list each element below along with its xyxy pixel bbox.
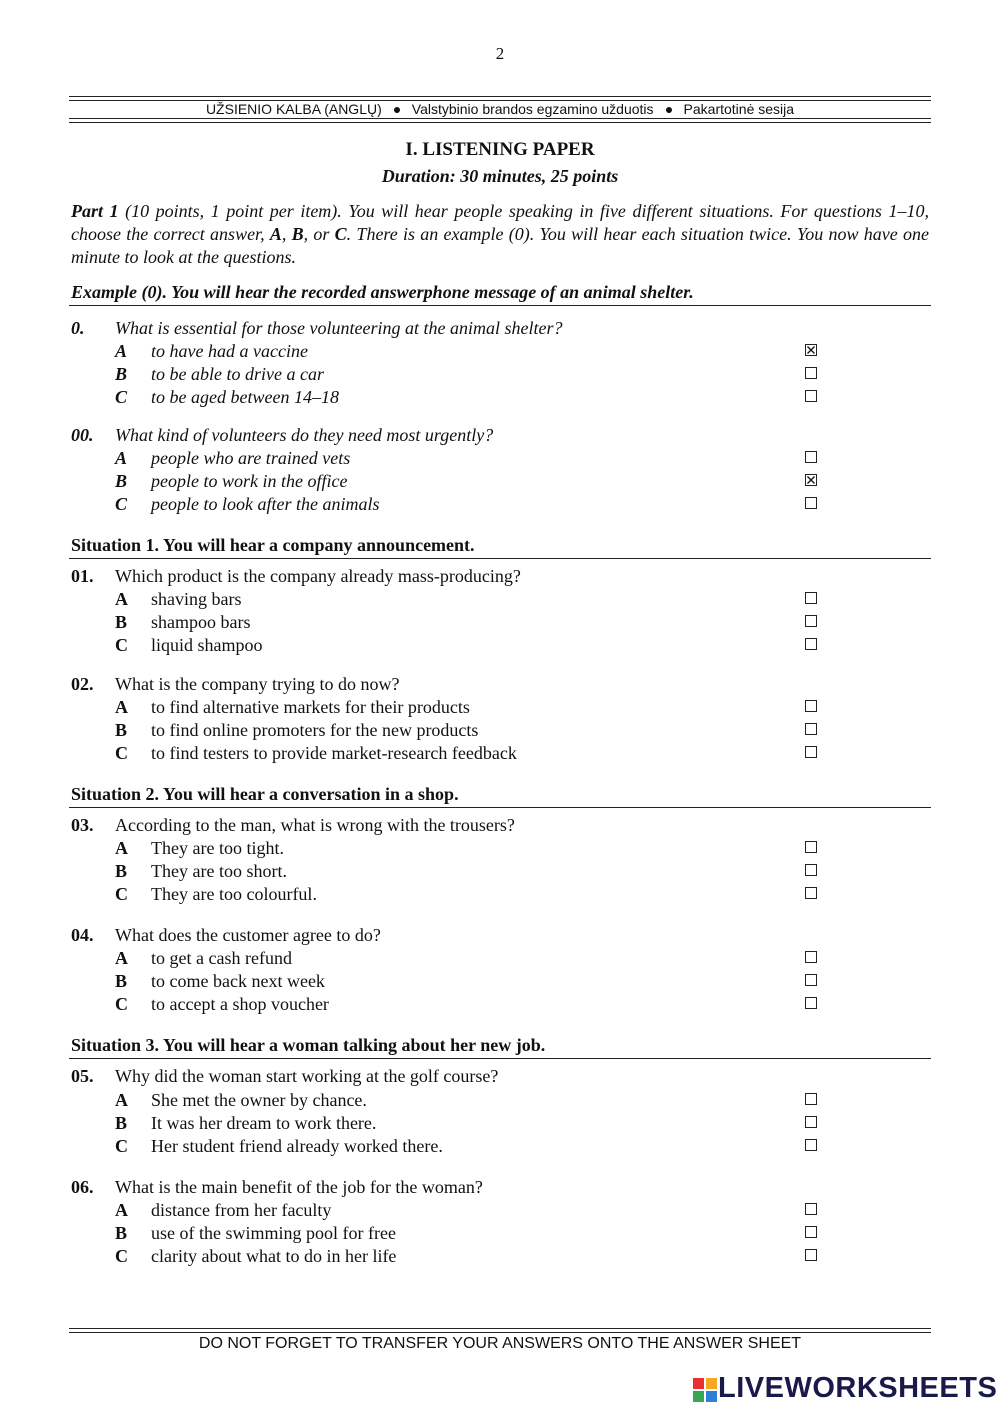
option-letter: C: [115, 1246, 128, 1266]
situation-1-heading: Situation 1. You will hear a company announcement.: [71, 535, 475, 555]
section-rule: [69, 558, 931, 559]
option-text: use of the swimming pool for free: [151, 1223, 396, 1243]
instructions-text: . There is an example (0). You will hear each situation twice. You now have one minute to look at the questions.: [71, 224, 929, 267]
option-letter: C: [115, 387, 128, 407]
checkbox[interactable]: [805, 367, 817, 379]
liveworksheets-logo-icon: [692, 1377, 718, 1403]
instructions-sep: , or: [303, 224, 335, 244]
option-text: They are too short.: [151, 861, 287, 881]
checkbox[interactable]: [805, 864, 817, 876]
part-label: Part 1: [71, 201, 119, 221]
option-letter: B: [115, 971, 128, 991]
option-a: [115, 697, 875, 720]
option-b: [115, 1113, 875, 1136]
option-c: [115, 1136, 875, 1159]
checkbox[interactable]: [805, 638, 817, 650]
option-b: [115, 364, 875, 387]
option-b: [115, 1223, 875, 1246]
option-letter: C: [115, 994, 128, 1014]
question-number: 03.: [71, 815, 94, 835]
checkbox[interactable]: [805, 1203, 817, 1215]
question-text: According to the man, what is wrong with the trousers?: [115, 815, 515, 835]
part-instructions: [71, 200, 929, 269]
option-letter: A: [115, 589, 128, 609]
header-exam-type: Valstybinio brandos egzamino užduotis: [411, 101, 654, 117]
letter-c: C: [334, 224, 347, 244]
question-text: Why did the woman start working at the golf course?: [115, 1066, 499, 1086]
option-letter: B: [115, 1113, 128, 1133]
checkbox[interactable]: [805, 1249, 817, 1261]
option-text: shaving bars: [151, 589, 242, 609]
option-c: [115, 635, 875, 658]
question-text: What does the customer agree to do?: [115, 925, 381, 945]
option-letter: B: [115, 364, 128, 384]
option-a: [115, 589, 875, 612]
checkbox[interactable]: [805, 390, 817, 402]
paper-title: I. LISTENING PAPER: [405, 139, 595, 160]
option-letter: A: [115, 448, 128, 468]
checkbox[interactable]: [805, 951, 817, 963]
option-text: people who are trained vets: [151, 448, 351, 468]
option-b: [115, 861, 875, 884]
question-number: 04.: [71, 925, 94, 945]
option-letter: A: [115, 948, 128, 968]
option-letter: B: [115, 1223, 128, 1243]
option-c: [115, 494, 875, 517]
bullet-icon: [666, 107, 672, 113]
option-text: They are too colourful.: [151, 884, 317, 904]
section-rule: [69, 305, 931, 306]
checked-box-icon[interactable]: [805, 344, 817, 356]
option-text: to be aged between 14–18: [151, 387, 339, 407]
option-c: [115, 994, 875, 1017]
logo-text: LIVEWORKSHEETS: [718, 1372, 998, 1404]
option-letter: B: [115, 861, 128, 881]
option-letter: A: [115, 697, 128, 717]
exam-header: [69, 101, 931, 117]
option-c: [115, 884, 875, 907]
option-letter: C: [115, 494, 128, 514]
letter-b: B: [291, 224, 304, 244]
question-text: What is the company trying to do now?: [115, 674, 400, 694]
checked-box-icon[interactable]: [805, 474, 817, 486]
header-subject: UŽSIENIO KALBA (ANGLŲ): [205, 101, 382, 117]
instructions-text: (10 points, 1 point per item). You will hear people speaking in five different situations. For questions 1–10, choose the correct answer,: [71, 201, 929, 244]
question-number: 00.: [71, 425, 94, 445]
checkbox[interactable]: [805, 746, 817, 758]
checkbox[interactable]: [805, 997, 817, 1009]
paper-duration: Duration: 30 minutes, 25 points: [381, 166, 619, 186]
checkbox[interactable]: [805, 1116, 817, 1128]
option-letter: B: [115, 720, 128, 740]
example-heading: Example (0). You will hear the recorded answerphone message of an animal shelter.: [71, 282, 694, 302]
option-text: Her student friend already worked there.: [151, 1136, 443, 1156]
checkbox[interactable]: [805, 974, 817, 986]
option-text: to find online promoters for the new products: [151, 720, 479, 740]
checkbox[interactable]: [805, 887, 817, 899]
option-b: [115, 612, 875, 635]
instructions-sep: ,: [281, 224, 292, 244]
footer-reminder: DO NOT FORGET TO TRANSFER YOUR ANSWERS ONTO THE ANSWER SHEET: [198, 1335, 802, 1352]
option-letter: A: [115, 1090, 128, 1110]
checkbox[interactable]: [805, 841, 817, 853]
option-a: [115, 1200, 875, 1223]
checkbox[interactable]: [805, 723, 817, 735]
checkbox[interactable]: [805, 615, 817, 627]
question-text: Which product is the company already mass-producing?: [115, 566, 521, 586]
option-letter: C: [115, 743, 128, 763]
option-text: people to work in the office: [151, 471, 348, 491]
question-number: 05.: [71, 1066, 94, 1086]
option-text: She met the owner by chance.: [151, 1090, 367, 1110]
option-c: [115, 1246, 875, 1269]
checkbox[interactable]: [805, 700, 817, 712]
option-text: liquid shampoo: [151, 635, 263, 655]
question-text: What kind of volunteers do they need most urgently?: [115, 425, 494, 445]
option-letter: C: [115, 884, 128, 904]
situation-2-heading: Situation 2. You will hear a conversation in a shop.: [71, 784, 459, 804]
option-text: They are too tight.: [151, 838, 284, 858]
option-text: to accept a shop voucher: [151, 994, 329, 1014]
option-text: to get a cash refund: [151, 948, 292, 968]
checkbox[interactable]: [805, 592, 817, 604]
checkbox[interactable]: [805, 1139, 817, 1151]
option-text: to have had a vaccine: [151, 341, 308, 361]
question-number: 01.: [71, 566, 94, 586]
section-rule: [69, 807, 931, 808]
option-a: [115, 341, 875, 364]
option-b: [115, 971, 875, 994]
option-letter: B: [115, 471, 128, 491]
option-a: [115, 948, 875, 971]
option-b: [115, 720, 875, 743]
header-bottom-rule: [69, 118, 931, 123]
option-c: [115, 743, 875, 766]
checkbox[interactable]: [805, 451, 817, 463]
bullet-icon: [394, 107, 400, 113]
option-letter: A: [115, 838, 128, 858]
option-text: shampoo bars: [151, 612, 251, 632]
page-number: 2: [495, 44, 505, 63]
question-text: What is essential for those volunteering at the animal shelter?: [115, 318, 563, 338]
option-c: [115, 387, 875, 410]
question-number: 0.: [71, 318, 85, 338]
option-letter: C: [115, 1136, 128, 1156]
section-rule: [69, 1058, 931, 1059]
option-text: to come back next week: [151, 971, 325, 991]
situation-3-heading: Situation 3. You will hear a woman talking about her new job.: [71, 1035, 546, 1055]
option-a: [115, 448, 875, 471]
checkbox[interactable]: [805, 1093, 817, 1105]
option-text: to find testers to provide market-research feedback: [151, 743, 517, 763]
letter-a: A: [269, 224, 282, 244]
option-letter: A: [115, 341, 128, 361]
option-letter: B: [115, 612, 128, 632]
option-text: clarity about what to do in her life: [151, 1246, 397, 1266]
option-letter: A: [115, 1200, 128, 1220]
question-number: 02.: [71, 674, 94, 694]
option-text: to be able to drive a car: [151, 364, 324, 384]
option-a: [115, 1090, 875, 1113]
checkbox[interactable]: [805, 1226, 817, 1238]
option-text: people to look after the animals: [151, 494, 380, 514]
option-text: It was her dream to work there.: [151, 1113, 377, 1133]
question-text: What is the main benefit of the job for the woman?: [115, 1177, 483, 1197]
checkbox[interactable]: [805, 497, 817, 509]
question-number: 06.: [71, 1177, 94, 1197]
option-a: [115, 838, 875, 861]
option-text: to find alternative markets for their products: [151, 697, 470, 717]
footer-rule: [69, 1328, 931, 1333]
option-letter: C: [115, 635, 128, 655]
header-session: Pakartotinė sesija: [683, 101, 795, 117]
option-text: distance from her faculty: [151, 1200, 332, 1220]
option-b: [115, 471, 875, 494]
